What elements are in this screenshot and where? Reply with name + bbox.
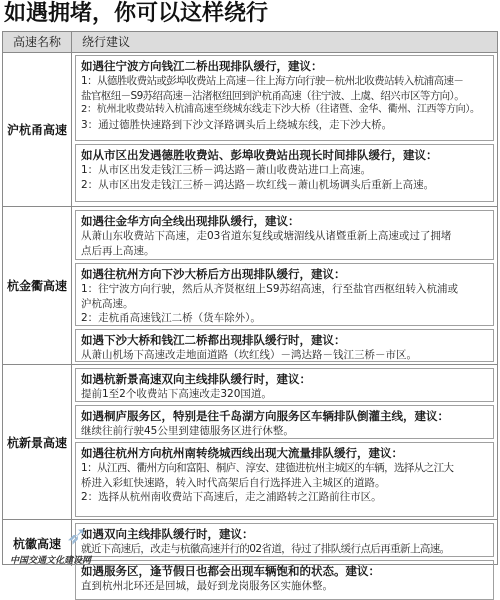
advice-cell <box>72 365 497 519</box>
advice-line: 直到杭州北环还是回城，最好到龙岗服务区实施休整。 <box>81 580 333 592</box>
watermark-text: 中国交通文化建设网 <box>10 556 92 566</box>
advice-heading: 如遇下沙大桥和钱江二桥都出现排队缓行时，建议： <box>81 333 346 347</box>
advice-heading: 如从市区出发遇德胜收费站、彭埠收费站出现长时间排队缓行，建议： <box>81 148 438 162</box>
advice-line: 提前1至2个收费站下高速改走320国道。 <box>81 388 272 400</box>
advice-heading: 如遇往杭州方向下沙大桥后方出现排队缓行，建议： <box>81 267 346 281</box>
watermark-swoosh-icon: ➶ <box>66 521 88 551</box>
advice-cell <box>72 52 497 206</box>
advice-heading: 如遇往金华方向全线出现排队缓行，建议： <box>81 214 300 228</box>
header-highway-name: 高速名称 <box>3 32 72 52</box>
page-title: 如遇拥堵，你可以这样绕行 <box>4 1 269 26</box>
advice-block <box>75 405 494 439</box>
advice-heading: 如遇双向主线排队缓行时，建议： <box>81 527 254 541</box>
advice-heading: 如遇桐庐服务区，特别是往千岛湖方向服务区车辆排队倒灌主线，建议： <box>81 409 449 423</box>
table-row-hang-xin-jing <box>3 365 497 520</box>
advice-line: 1：从德胜收费站或彭埠收费站上高速－往上海方向行驶－杭州北收费站转入杭浦高速－ <box>81 75 464 87</box>
advice-line: 2：走杭甬高速钱江二桥（货车除外）。 <box>81 312 261 324</box>
advice-block <box>75 263 494 326</box>
advice-line: 沪杭高速。 <box>81 297 134 310</box>
advice-heading: 如遇服务区，逢节假日也都会出现车辆饱和的状态。建议： <box>81 564 380 578</box>
advice-line: 从萧山机场下高速改走地面道路（坎红线）－鸿达路－钱江三桥－市区。 <box>81 349 417 361</box>
advice-line: 2：从市区出发走钱江三桥－鸿达路－坎红线－萧山机场调头后重新上高速。 <box>81 178 435 191</box>
table-header <box>3 32 497 53</box>
advice-line: 1：往宁波方向行驶，然后从齐贤枢纽上S9苏绍高速，行至盐官西枢纽转入杭浦或 <box>81 283 459 295</box>
advice-line: 1：从江西、衢州方向和富阳、桐庐、淳安、建德进杭州主城区的车辆，选择从之江大 <box>81 462 454 474</box>
detour-table <box>2 31 498 592</box>
highway-name: 杭徽高速 <box>3 520 72 566</box>
advice-line: 桥进入彩虹快速路，转入时代高架后自行选择进入主城区的道路。 <box>81 476 386 489</box>
advice-block <box>75 442 494 517</box>
site-watermark-logo <box>4 521 154 565</box>
advice-block <box>75 144 494 202</box>
table-row-hu-hang-yong <box>3 52 497 207</box>
advice-line: 盐官枢纽－S9苏绍高速－沽渚枢纽回到沪杭甬高速（往宁波、上虞、绍兴市区等方向）。 <box>81 89 465 102</box>
advice-block <box>75 560 494 600</box>
advice-line: 从萧山东收费站下高速，走03省道东复线或塘湄线从诸暨重新上高速或过了拥堵 <box>81 230 452 242</box>
highway-name: 沪杭甬高速 <box>3 52 72 206</box>
advice-line: 点后再上高速。 <box>81 244 155 257</box>
advice-heading: 如遇杭新景高速双向主线排队缓行时，建议： <box>81 372 311 386</box>
advice-line: 3：通过德胜快速路到下沙文泽路调头后上绕城东线，走下沙大桥。 <box>81 118 393 131</box>
advice-block <box>75 55 494 141</box>
advice-line: 继续往前行驶45公里到建德服务区进行休整。 <box>81 425 294 437</box>
advice-block <box>75 368 494 402</box>
advice-heading: 如遇往杭州方向杭州南转绕城西线出现大流量排队缓行，建议： <box>81 446 403 460</box>
advice-block <box>75 210 494 260</box>
advice-block <box>75 329 494 362</box>
highway-name: 杭新景高速 <box>3 365 72 519</box>
advice-line: 1：从市区出发走钱江三桥－鸿达路－萧山收费站进口上高速。 <box>81 164 372 176</box>
advice-heading: 如遇往宁波方向钱江二桥出现排队缓行，建议： <box>81 59 323 73</box>
highway-name: 杭金衢高速 <box>3 207 72 364</box>
table-row-hang-jin-qu <box>3 207 497 365</box>
advice-line: 2：杭州北收费站转入杭浦高速至绕城东线走下沙大桥（往诸暨、金华、衢州、江西等方向）。 <box>81 104 480 115</box>
advice-line: 2：选择从杭州南收费站下高速后，走之浦路转之江路前往市区。 <box>81 491 382 503</box>
advice-line: 就近下高速后，改走与杭徽高速并行的02省道，待过了排队缓行点后再重新上高速。 <box>81 543 450 555</box>
advice-cell <box>72 207 497 364</box>
header-detour-advice: 绕行建议 <box>82 35 131 49</box>
